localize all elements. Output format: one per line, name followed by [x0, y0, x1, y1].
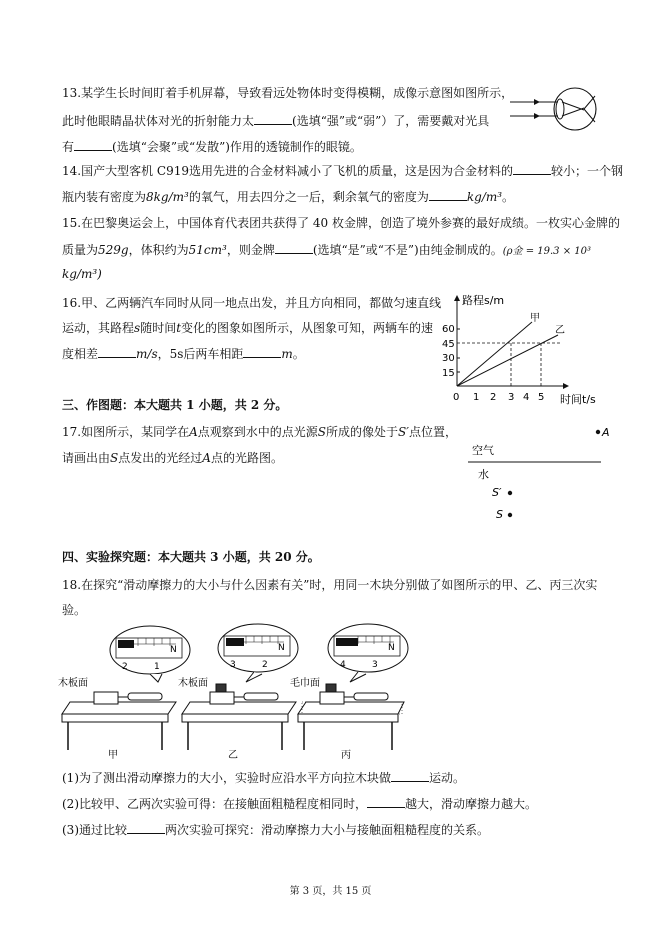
- panel-label-yi: 乙: [228, 750, 238, 761]
- q15-text: 质量为: [62, 243, 99, 257]
- q15-line3: kg/m³): [62, 267, 102, 281]
- answer-blank[interactable]: [367, 796, 405, 808]
- q17-text: 17.如图所示，某同学在: [62, 425, 190, 439]
- friction-experiment-figure: [58, 622, 408, 762]
- scale-number: 2: [122, 662, 128, 672]
- q14-math: kg/m³: [466, 190, 503, 204]
- graph-xlabel: 时间t/s: [560, 393, 596, 406]
- q18-text: 运动。: [429, 771, 466, 785]
- panel-label-bing: 丙: [341, 750, 351, 761]
- q14-line2: [62, 189, 514, 205]
- point-a-label: A: [602, 426, 610, 439]
- q15-text: ，体积约为: [128, 243, 189, 257]
- q16-math: s: [134, 321, 141, 335]
- q18-text: (2)比较甲、乙两次实验可得：在接触面粗糙程度相同时，: [62, 797, 368, 811]
- q15-line1: 15.在巴黎奥运会上，中国体育代表团共获得了 40 枚金牌，创造了境外参赛的最好成绩。一枚实心金牌的: [62, 216, 620, 230]
- surface-label-c: 毛巾面: [290, 678, 320, 689]
- q14-math: 8kg/m³: [146, 190, 189, 204]
- q17-text: 点发出的光经过: [118, 451, 203, 465]
- q18-line2: 验。: [62, 603, 87, 617]
- q18-text: 两次实验可探究：滑动摩擦力大小与接触面粗糙程度的关系。: [165, 823, 490, 837]
- answer-blank[interactable]: [243, 346, 281, 358]
- q14-line1: [62, 163, 623, 179]
- image-point-label: S′: [492, 486, 502, 499]
- q16-line2: [62, 320, 433, 336]
- q16-text: 随时间: [140, 321, 177, 335]
- surface-label-a: 木板面: [58, 678, 88, 689]
- scale-number: 3: [230, 660, 236, 670]
- q17-text: 请画出由: [62, 451, 111, 465]
- x-tick: 4: [523, 392, 530, 403]
- q16-text: 。: [292, 347, 305, 361]
- q18-sub1: [62, 770, 465, 786]
- answer-blank[interactable]: [513, 163, 551, 175]
- panel-bing: [290, 624, 408, 761]
- q16-math: t: [176, 321, 182, 335]
- q17-text: 点位置，: [408, 425, 457, 439]
- q18-text: 越大，滑动摩擦力越大。: [405, 797, 538, 811]
- answer-blank[interactable]: [127, 822, 165, 834]
- q14-text: 14.国产大型客机 C919选用先进的合金材料减小了飞机的质量，这是因为合金材料的: [62, 164, 513, 178]
- y-tick: 60: [442, 324, 455, 335]
- q14-text: 的氧气，用去四分之一后，剩余氧气的密度为: [188, 190, 429, 204]
- q13-text: (选填“会聚”或“发散”)作用的透镜制作的眼镜。: [112, 140, 362, 154]
- q18-line1: 18.在探究“滑动摩擦力的大小与什么因素有关”时，用同一木块分别做了如图所示的甲、乙、丙三次实: [62, 578, 598, 592]
- q18-sub2: [62, 796, 537, 812]
- q16-text: 度相差: [62, 347, 99, 361]
- q17-math: S: [110, 451, 119, 465]
- q15-math: 51cm³: [188, 243, 227, 257]
- section-4-title: 四、实验探究题：本大题共 3 小题，共 20 分。: [62, 550, 320, 564]
- q14-text: 。: [502, 190, 515, 204]
- answer-blank[interactable]: [254, 113, 292, 125]
- q15-line2: [62, 242, 591, 260]
- scale-number: 1: [154, 662, 160, 672]
- graph-ylabel: 路程s/m: [462, 294, 505, 307]
- q15-text: ，则金牌: [226, 243, 275, 257]
- q13-line3: [62, 139, 362, 155]
- water-label: 水: [478, 468, 489, 481]
- y-tick: 15: [442, 368, 455, 379]
- q14-text: 瓶内装有密度为: [62, 190, 147, 204]
- x-tick: 3: [508, 392, 515, 403]
- q16-math: m: [281, 347, 293, 361]
- q18-sub3: [62, 822, 489, 838]
- scale-unit: N: [388, 643, 395, 653]
- scale-number: 2: [262, 660, 268, 670]
- q16-text: ，5s后两车相距: [157, 347, 244, 361]
- distance-time-graph: [440, 290, 605, 410]
- x-tick: 1: [473, 392, 480, 403]
- q16-line3: [62, 346, 305, 362]
- source-point-label: S: [496, 508, 503, 521]
- answer-blank[interactable]: [275, 242, 313, 254]
- scale-number: 4: [340, 660, 346, 670]
- series-yi-label: 乙: [555, 325, 565, 336]
- section-3-title: 三、作图题：本大题共 1 小题，共 2 分。: [62, 398, 288, 412]
- q17-math: A: [202, 451, 211, 465]
- answer-blank[interactable]: [98, 346, 136, 358]
- q17-math: S: [317, 425, 327, 439]
- scale-unit: N: [170, 645, 177, 655]
- q14-text: 较小；一个钢: [551, 164, 624, 178]
- q18-text: (1)为了测出滑动摩擦力的大小，实验时应沿水平方向拉木块做: [62, 771, 392, 785]
- q13-line2: [62, 113, 489, 129]
- q16-math: m/s: [136, 347, 158, 361]
- scale-unit: N: [278, 643, 285, 653]
- answer-blank[interactable]: [429, 189, 467, 201]
- q17-math: A: [189, 425, 198, 439]
- q17-text: 点的光路图。: [210, 451, 283, 465]
- q17-text: 点观察到水中的点光源: [197, 425, 318, 439]
- refraction-figure: [468, 420, 608, 530]
- q13-line1: 13.某学生长时间盯着手机屏幕，导致看远处物体时变得模糊，成像示意图如图所示，: [62, 86, 514, 100]
- y-tick: 45: [442, 339, 455, 350]
- panel-jia: [58, 626, 190, 761]
- x-tick: 0: [453, 392, 460, 403]
- air-label: 空气: [472, 444, 494, 457]
- q13-text: 此时他眼睛晶状体对光的折射能力太: [62, 114, 255, 128]
- scale-number: 3: [372, 660, 378, 670]
- q17-line1: [62, 424, 457, 440]
- q15-math: 529g: [98, 243, 129, 257]
- y-tick: 30: [442, 353, 455, 364]
- page-footer: 第 3 页，共 15 页: [289, 886, 372, 897]
- surface-label-b: 木板面: [178, 678, 208, 689]
- q16-text: 变化的图象如图所示，从图象可知，两辆车的速: [181, 321, 434, 335]
- x-tick: 2: [490, 392, 497, 403]
- q16-line1: 16.甲、乙两辆汽车同时从同一地点出发，并且方向相同，都做匀速直线: [62, 296, 442, 310]
- q18-text: (3)通过比较: [62, 823, 127, 837]
- q13-text: 有: [62, 140, 75, 154]
- series-jia-label: 甲: [530, 313, 540, 324]
- answer-blank[interactable]: [391, 770, 429, 782]
- eye-diagram: [510, 84, 610, 134]
- x-tick: 5: [538, 392, 545, 403]
- panel-label-jia: 甲: [108, 750, 118, 761]
- q17-math: S′: [398, 425, 409, 439]
- panel-yi: [178, 624, 298, 761]
- q13-text: (选填“强”或“弱”）了，需要戴对光具: [292, 114, 490, 128]
- q17-line2: [62, 450, 283, 466]
- q15-text: (选填“是”或“不是”)由纯金制成的。: [312, 243, 503, 257]
- q16-text: 运动，其路程: [62, 321, 135, 335]
- q15-math: (ρ金 = 19.3 × 10³: [502, 246, 591, 257]
- answer-blank[interactable]: [74, 139, 112, 151]
- q17-text: 所成的像处于: [326, 425, 399, 439]
